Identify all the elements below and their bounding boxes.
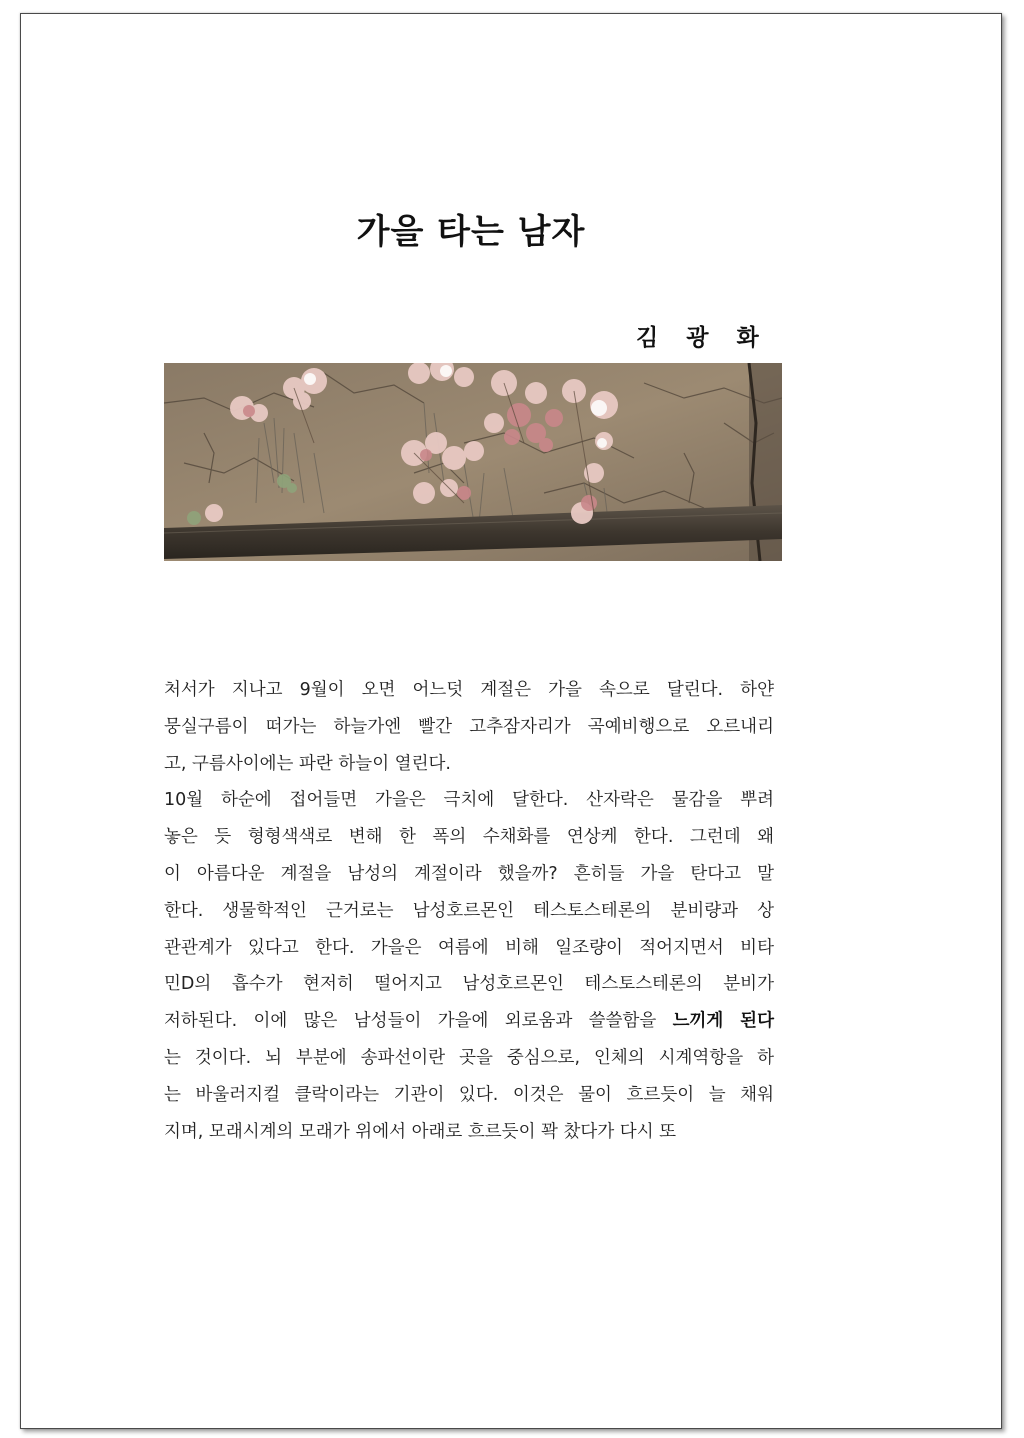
body-text xyxy=(164,672,774,1150)
text-line: 민D의 흡수가 현저히 떨어지고 남성호르몬인 테스토스테론의 분비가 xyxy=(164,974,774,995)
text-line: 이 아름다운 계절을 남성의 계절이라 했을까? 흔히들 가을 탄다고 말 xyxy=(164,863,774,884)
text-line: 는 것이다. 뇌 부분에 송파선이란 곳을 중심으로, 인체의 시계역항을 하 xyxy=(164,1047,774,1068)
autumn-leaves-photo xyxy=(164,363,782,561)
text-line: 한다. 생물학적인 근거로는 남성호르몬인 테스토스테론의 분비량과 상 xyxy=(164,900,774,921)
text-line: 지며, 모래시계의 모래가 위에서 아래로 흐르듯이 꽉 찼다가 다시 또 xyxy=(164,1121,677,1142)
document-title: 가을 타는 남자 xyxy=(356,212,586,252)
text-segment: 저하된다. 이에 많은 남성들이 가을에 외로움과 쓸쓸함을 xyxy=(164,1011,673,1032)
bold-phrase: 느끼게 된다 xyxy=(672,1011,774,1032)
text-line: 10월 하순에 접어들면 가을은 극치에 달한다. 산자락은 물감을 뿌려 xyxy=(164,790,774,811)
author-name: 김 광 화 xyxy=(636,325,769,351)
text-line: 놓은 듯 형형색색로 변해 한 폭의 수채화를 연상케 한다. 그런데 왜 xyxy=(164,827,774,848)
text-line: 는 바울러지컬 클락이라는 기관이 있다. 이것은 물이 흐르듯이 늘 채워 xyxy=(164,1084,774,1105)
text-line-with-bold xyxy=(164,1003,774,1040)
text-line: 관관계가 있다고 한다. 가을은 여름에 비해 일조량이 적어지면서 비타 xyxy=(164,937,774,958)
text-line: 고, 구름사이에는 파란 하늘이 열린다. xyxy=(164,753,451,774)
text-line: 뭉실구름이 떠가는 하늘가엔 빨간 고추잠자리가 곡예비행으로 오르내리 xyxy=(164,716,774,737)
document-page xyxy=(20,13,1002,1429)
text-line: 처서가 지나고 9월이 오면 어느덧 계절은 가을 속으로 달린다. 하얀 xyxy=(164,680,774,700)
